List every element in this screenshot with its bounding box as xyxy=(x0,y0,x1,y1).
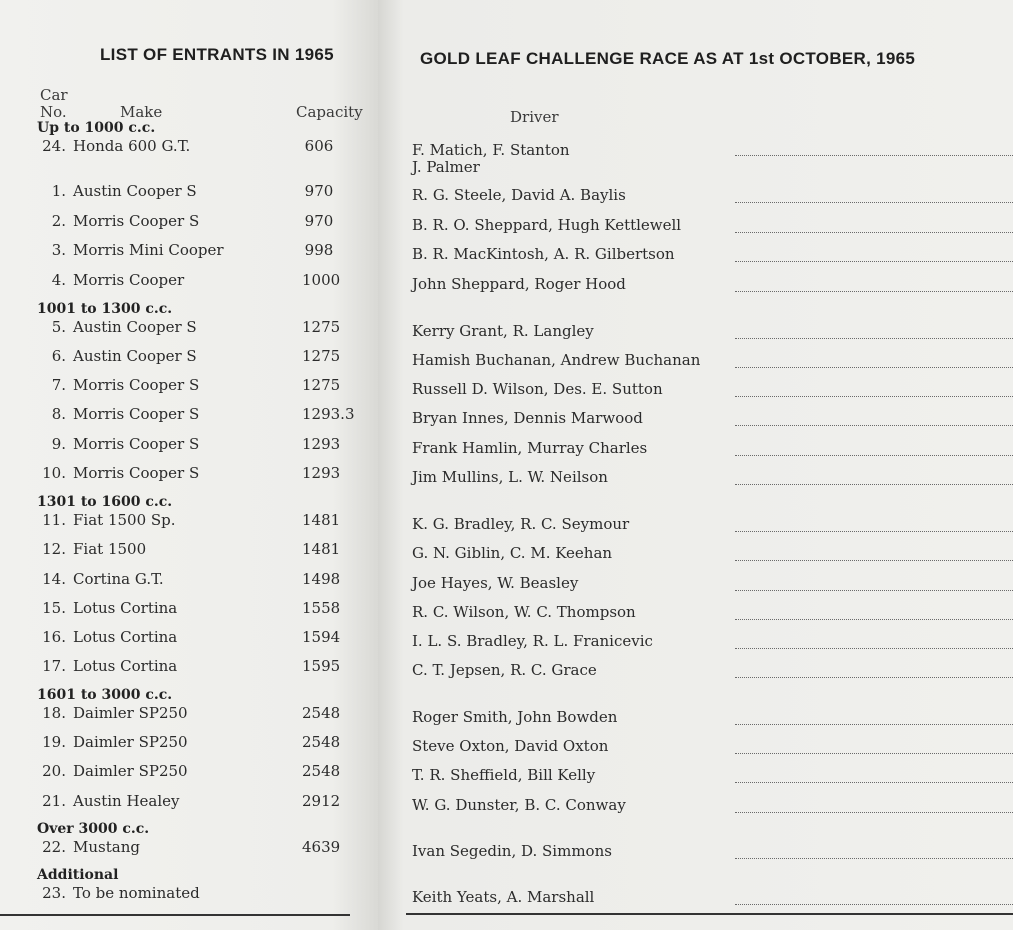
car-make: Morris Cooper S xyxy=(73,212,200,230)
car-make: Austin Cooper S xyxy=(73,347,197,365)
car-capacity: 1595 xyxy=(302,657,341,675)
car-capacity: 1558 xyxy=(302,599,341,617)
car-number: 22. xyxy=(42,838,66,856)
car-capacity: 2548 xyxy=(302,704,341,722)
result-dotted-line xyxy=(735,530,1013,532)
result-dotted-line xyxy=(735,424,1013,426)
car-capacity: 2912 xyxy=(302,792,341,810)
car-make: Morris Cooper xyxy=(73,271,185,289)
table-row xyxy=(36,628,177,646)
car-capacity: 606 xyxy=(304,137,334,155)
car-number: 7. xyxy=(51,376,66,394)
car-capacity: 1000 xyxy=(302,271,341,289)
result-dotted-line xyxy=(735,811,1013,813)
driver-names: W. G. Dunster, B. C. Conway xyxy=(412,796,626,814)
table-row xyxy=(36,347,197,365)
car-make: Lotus Cortina xyxy=(73,628,178,646)
car-capacity: 1275 xyxy=(302,376,341,394)
result-dotted-line xyxy=(735,723,1013,725)
result-dotted-line xyxy=(735,559,1013,561)
car-number: 1. xyxy=(51,182,66,200)
no-column-header: No. xyxy=(40,103,67,121)
car-capacity: 1275 xyxy=(302,318,341,336)
car-number: 4. xyxy=(51,271,66,289)
table-row xyxy=(36,376,199,394)
car-capacity: 1594 xyxy=(302,628,341,646)
table-row xyxy=(36,657,177,675)
car-number: 10. xyxy=(42,464,66,482)
car-number: 5. xyxy=(51,318,66,336)
table-row xyxy=(36,464,199,482)
driver-names: Steve Oxton, David Oxton xyxy=(412,737,609,755)
result-dotted-line xyxy=(735,781,1013,783)
car-capacity: 1481 xyxy=(302,511,341,529)
car-make: Austin Cooper S xyxy=(73,182,197,200)
car-number: 18. xyxy=(42,704,66,722)
car-capacity: 2548 xyxy=(302,762,341,780)
driver-names: R. G. Steele, David A. Baylis xyxy=(412,186,626,204)
car-column-header: Car xyxy=(40,86,68,104)
table-row xyxy=(36,212,199,230)
driver-names: B. R. O. Sheppard, Hugh Kettlewell xyxy=(412,216,682,234)
car-number: 11. xyxy=(42,511,66,529)
car-number: 9. xyxy=(51,435,66,453)
result-dotted-line xyxy=(735,647,1013,649)
car-number: 8. xyxy=(51,405,66,423)
driver-names: C. T. Jepsen, R. C. Grace xyxy=(412,661,597,679)
result-dotted-line xyxy=(735,154,1013,156)
car-make: Morris Cooper S xyxy=(73,376,200,394)
car-number: 3. xyxy=(51,241,66,259)
driver-names: T. R. Sheffield, Bill Kelly xyxy=(412,766,596,784)
car-number: 2. xyxy=(51,212,66,230)
table-row xyxy=(36,137,190,155)
car-capacity: 2548 xyxy=(302,733,341,751)
result-dotted-line xyxy=(735,337,1013,339)
result-dotted-line xyxy=(735,589,1013,591)
table-row xyxy=(36,733,188,751)
driver-names: Hamish Buchanan, Andrew Buchanan xyxy=(412,351,701,369)
driver-names-line2: J. Palmer xyxy=(412,158,480,176)
car-number: 15. xyxy=(42,599,66,617)
car-make: Daimler SP250 xyxy=(73,762,188,780)
car-make: Morris Cooper S xyxy=(73,435,200,453)
table-row xyxy=(36,570,164,588)
result-dotted-line xyxy=(735,454,1013,456)
car-make: Honda 600 G.T. xyxy=(73,137,191,155)
class-title: 1001 to 1300 c.c. xyxy=(37,301,173,317)
car-make: Lotus Cortina xyxy=(73,657,178,675)
car-make: Lotus Cortina xyxy=(73,599,178,617)
table-row xyxy=(36,182,197,200)
car-capacity: 1293.3 xyxy=(302,405,355,423)
car-number: 6. xyxy=(51,347,66,365)
car-capacity: 1498 xyxy=(302,570,341,588)
result-dotted-line xyxy=(735,676,1013,678)
result-dotted-line xyxy=(735,395,1013,397)
car-number: 20. xyxy=(42,762,66,780)
table-row xyxy=(36,241,224,259)
table-row xyxy=(36,511,176,529)
car-number: 17. xyxy=(42,657,66,675)
driver-names: F. Matich, F. Stanton xyxy=(412,141,570,159)
driver-names: Kerry Grant, R. Langley xyxy=(412,322,594,340)
driver-names: K. G. Bradley, R. C. Seymour xyxy=(412,515,630,533)
table-row xyxy=(36,540,146,558)
make-column-header: Make xyxy=(120,103,163,121)
result-dotted-line xyxy=(735,260,1013,262)
result-dotted-line xyxy=(735,483,1013,485)
car-number: 14. xyxy=(42,570,66,588)
table-row xyxy=(36,884,200,902)
result-dotted-line xyxy=(735,231,1013,233)
car-make: Austin Healey xyxy=(73,792,180,810)
driver-names: R. C. Wilson, W. C. Thompson xyxy=(412,603,636,621)
result-dotted-line xyxy=(735,618,1013,620)
driver-names: Roger Smith, John Bowden xyxy=(412,708,618,726)
driver-names: Frank Hamlin, Murray Charles xyxy=(412,439,648,457)
class-title: 1601 to 3000 c.c. xyxy=(37,687,173,703)
driver-column-header: Driver xyxy=(510,108,559,126)
result-dotted-line xyxy=(735,857,1013,859)
car-capacity: 970 xyxy=(304,212,334,230)
table-row xyxy=(36,318,197,336)
capacity-column-header: Capacity xyxy=(296,103,363,121)
car-number: 23. xyxy=(42,884,66,902)
right-page xyxy=(378,0,1013,930)
result-dotted-line xyxy=(735,290,1013,292)
right-page-title: GOLD LEAF CHALLENGE RACE AS AT 1st OCTOBER, 1965 xyxy=(420,49,916,68)
right-bottom-rule xyxy=(406,913,1013,915)
driver-names: Ivan Segedin, D. Simmons xyxy=(412,842,612,860)
driver-names: B. R. MacKintosh, A. R. Gilbertson xyxy=(412,245,675,263)
car-make: Morris Mini Cooper xyxy=(73,241,224,259)
result-dotted-line xyxy=(735,752,1013,754)
table-row xyxy=(36,405,199,423)
table-row xyxy=(36,792,180,810)
result-dotted-line xyxy=(735,201,1013,203)
driver-names: Keith Yeats, A. Marshall xyxy=(412,888,595,906)
car-number: 12. xyxy=(42,540,66,558)
class-title: Additional xyxy=(37,867,119,883)
result-dotted-line xyxy=(735,366,1013,368)
car-number: 24. xyxy=(42,137,66,155)
car-capacity: 1293 xyxy=(302,435,341,453)
driver-names: Russell D. Wilson, Des. E. Sutton xyxy=(412,380,663,398)
driver-names: I. L. S. Bradley, R. L. Franicevic xyxy=(412,632,653,650)
table-row xyxy=(36,838,140,856)
car-capacity: 998 xyxy=(304,241,334,259)
driver-names: Joe Hayes, W. Beasley xyxy=(412,574,579,592)
driver-names: G. N. Giblin, C. M. Keehan xyxy=(412,544,613,562)
car-capacity: 1481 xyxy=(302,540,341,558)
left-page-title: LIST OF ENTRANTS IN 1965 xyxy=(100,45,334,64)
car-number: 19. xyxy=(42,733,66,751)
table-row xyxy=(36,599,177,617)
result-dotted-line xyxy=(735,903,1013,905)
car-make: Fiat 1500 xyxy=(73,540,147,558)
car-number: 16. xyxy=(42,628,66,646)
left-bottom-rule xyxy=(0,914,350,916)
car-capacity: 4639 xyxy=(302,838,341,856)
car-make: Daimler SP250 xyxy=(73,733,188,751)
car-capacity: 970 xyxy=(304,182,334,200)
car-make: Daimler SP250 xyxy=(73,704,188,722)
car-make: Fiat 1500 Sp. xyxy=(73,511,176,529)
class-title: 1301 to 1600 c.c. xyxy=(37,494,173,510)
car-capacity: 1275 xyxy=(302,347,341,365)
class-title: Over 3000 c.c. xyxy=(37,821,150,837)
car-make: Morris Cooper S xyxy=(73,464,200,482)
car-number: 21. xyxy=(42,792,66,810)
table-row xyxy=(36,271,184,289)
driver-names: John Sheppard, Roger Hood xyxy=(412,275,626,293)
class-title: Up to 1000 c.c. xyxy=(37,120,156,136)
table-row xyxy=(36,435,199,453)
table-row xyxy=(36,704,188,722)
car-capacity: 1293 xyxy=(302,464,341,482)
driver-names: Bryan Innes, Dennis Marwood xyxy=(412,409,643,427)
car-make: To be nominated xyxy=(73,884,200,902)
car-make: Mustang xyxy=(73,838,140,856)
car-make: Austin Cooper S xyxy=(73,318,197,336)
car-make: Morris Cooper S xyxy=(73,405,200,423)
driver-names: Jim Mullins, L. W. Neilson xyxy=(412,468,608,486)
car-make: Cortina G.T. xyxy=(73,570,164,588)
table-row xyxy=(36,762,188,780)
